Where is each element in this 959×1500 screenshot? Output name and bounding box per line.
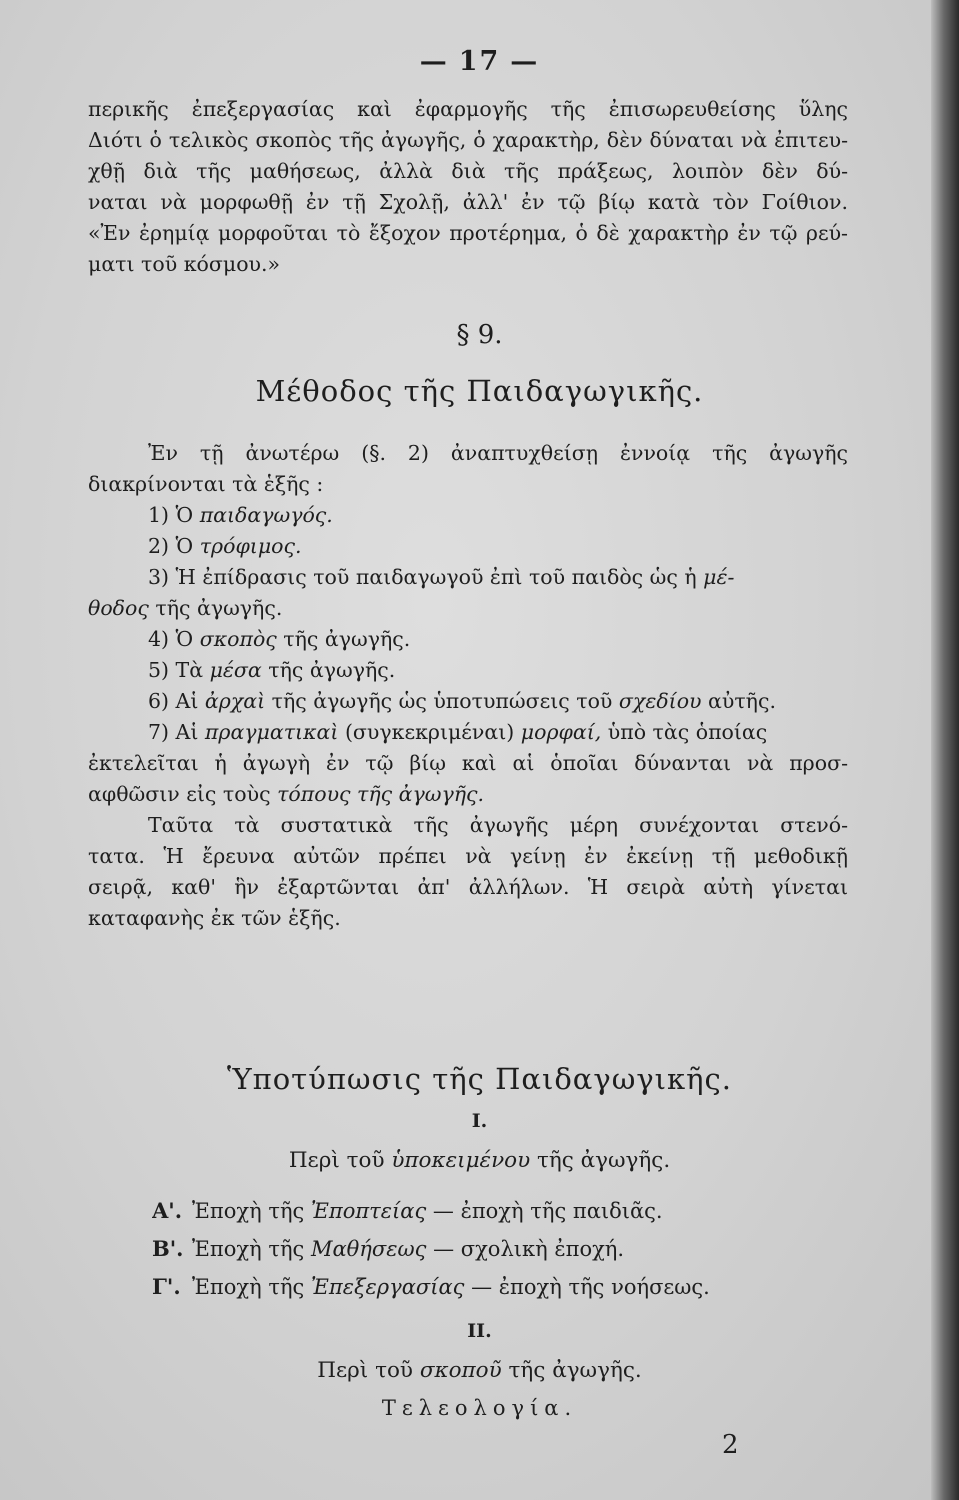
item-3-term-part1: μέ- bbox=[703, 565, 735, 589]
method-body bbox=[88, 438, 848, 934]
item-6-text: τῆς ἀγωγῆς ὡς ὑποτυπώσεις τοῦ bbox=[265, 689, 619, 713]
item-1-term: παιδαγωγός. bbox=[199, 503, 333, 527]
list-item-2 bbox=[88, 531, 848, 562]
bottom-line-3: σειρᾷ, καθ' ἣν ἐξαρτῶνται ἀπ' ἀλλήλων. Ἡ σειρὰ αὐτὴ γίνεται bbox=[88, 875, 848, 899]
item-7-text: (συγκεκριμέναι) bbox=[338, 720, 521, 744]
item-6-term: ἀρχαὶ bbox=[204, 689, 266, 713]
epoch-b-tail: — σχολικὴ ἐποχή. bbox=[426, 1237, 625, 1261]
intro-line-2: διακρίνονται τὰ ἑξῆς : bbox=[88, 472, 324, 496]
item-6-number: 6) Αἱ bbox=[148, 689, 205, 713]
top-line-4: ναται νὰ μορφωθῇ ἐν τῇ Σχολῇ, ἀλλ' ἐν τῷ βίῳ κατὰ τὸν Γοίθιον. bbox=[88, 190, 848, 214]
epoch-b-term: Μαθήσεως bbox=[310, 1237, 427, 1261]
list-item-7-line-2: ἐκτελεῖται ἡ ἀγωγὴ ἐν τῷ βίῳ καὶ αἱ ὁποῖαι δύνανται νὰ προσ- bbox=[88, 751, 848, 775]
part-2-title bbox=[0, 1358, 959, 1383]
item-4-tail: τῆς ἀγωγῆς. bbox=[276, 627, 411, 651]
part-1-numeral: I. bbox=[471, 1110, 488, 1132]
epoch-c-tail: — ἐποχὴ τῆς νοήσεως. bbox=[464, 1275, 710, 1299]
list-item-6 bbox=[88, 686, 848, 717]
item-2-number: 2) Ὁ bbox=[148, 534, 200, 558]
item-5-tail: τῆς ἀγωγῆς. bbox=[261, 658, 396, 682]
epoch-item-a bbox=[152, 1192, 832, 1230]
item-4-number: 4) Ὁ bbox=[148, 627, 200, 651]
item-6-tail: αὐτῆς. bbox=[701, 689, 776, 713]
page-header bbox=[0, 46, 959, 77]
item-5-number: 5) Τὰ bbox=[148, 658, 210, 682]
part-2-subtitle: Τελεολογία. bbox=[381, 1396, 578, 1420]
part-1-title-a: Περὶ τοῦ bbox=[288, 1148, 392, 1173]
part-1-title-term: ὑποκειμένου bbox=[391, 1148, 531, 1173]
list-item-4 bbox=[88, 624, 848, 655]
top-line-5: «Ἐν ἐρημίᾳ μορφοῦται τὸ ἔξοχον προτέρημα, ὁ δὲ χαρακτὴρ ἐν τῷ ρεύ- bbox=[88, 221, 848, 245]
epoch-c-term: Ἐπεξεργασίας bbox=[310, 1275, 465, 1299]
top-line-2: Διότι ὁ τελικὸς σκοπὸς τῆς ἀγωγῆς, ὁ χαρακτὴρ, δὲν δύναται νὰ ἐπιτευ- bbox=[88, 128, 848, 152]
item-3-tail: τῆς ἀγωγῆς. bbox=[148, 596, 283, 620]
item-7-number: 7) Αἱ bbox=[148, 720, 205, 744]
top-line-6: ματι τοῦ κόσμου.» bbox=[88, 252, 281, 276]
part-1-title bbox=[0, 1148, 959, 1173]
top-line-1: περικῆς ἐπεξεργασίας καὶ ἐφαρμογῆς τῆς ἐπισωρευθείσης ὕλης bbox=[88, 97, 848, 121]
bottom-line-2: τατα. Ἡ ἔρευνα αὐτῶν πρέπει νὰ γείνῃ ἐν ἐκείνῃ τῇ μεθοδικῇ bbox=[88, 844, 848, 868]
part-2-title-b: τῆς ἀγωγῆς. bbox=[501, 1358, 642, 1383]
top-line-3: χθῇ διὰ τῆς μαθήσεως, ἀλλὰ διὰ τῆς πράξεως, λοιπὸν δὲν δύ- bbox=[88, 159, 848, 183]
part-2-title-term: σκοποῦ bbox=[419, 1358, 502, 1383]
heading-outline: Ὑποτύπωσις τῆς Παιδαγωγικῆς. bbox=[227, 1062, 732, 1096]
list-item-7-line-3 bbox=[88, 779, 848, 810]
list-item-1 bbox=[88, 500, 848, 531]
list-item-3-cont bbox=[88, 593, 848, 624]
section-number: § 9. bbox=[456, 320, 503, 350]
epoch-b-letter: Β'. bbox=[152, 1236, 184, 1261]
epoch-a-text: Ἐποχὴ τῆς bbox=[192, 1199, 311, 1223]
item-5-term: μέσα bbox=[209, 658, 262, 682]
item-4-term: σκοπὸς bbox=[199, 627, 277, 651]
part-1-title-b: τῆς ἀγωγῆς. bbox=[530, 1148, 671, 1173]
epoch-a-letter: Α'. bbox=[152, 1198, 183, 1223]
item-7-term: πραγματικαὶ bbox=[204, 720, 339, 744]
epoch-a-tail: — ἐποχὴ τῆς παιδιᾶς. bbox=[426, 1199, 663, 1223]
item-7-line3-text: αφθῶσιν εἰς τοὺς bbox=[88, 782, 278, 806]
epoch-c-letter: Γ'. bbox=[152, 1274, 181, 1299]
item-7-tail: ὑπὸ τὰς ὁποίας bbox=[601, 720, 768, 744]
epoch-c-text: Ἐποχὴ τῆς bbox=[192, 1275, 311, 1299]
intro-line-1: Ἐν τῇ ἀνωτέρω (§. 2) ἀναπτυχθείσῃ ἐννοίᾳ τῆς ἀγωγῆς bbox=[148, 441, 848, 465]
bottom-line-1: Ταῦτα τὰ συστατικὰ τῆς ἀγωγῆς μέρη συνέχονται στενό- bbox=[148, 813, 848, 837]
header-dash-left: — bbox=[419, 46, 449, 77]
top-paragraph bbox=[88, 94, 848, 280]
item-2-term: τρόφιμος. bbox=[199, 534, 302, 558]
part-2-title-a: Περὶ τοῦ bbox=[317, 1358, 420, 1383]
list-item-3 bbox=[88, 562, 848, 593]
signature-mark: 2 bbox=[722, 1430, 739, 1460]
book-spine-shadow bbox=[931, 0, 959, 1500]
heading-method: Μέθοδος τῆς Παιδαγωγικῆς. bbox=[255, 374, 704, 408]
item-3-text: 3) Ἡ ἐπίδρασις τοῦ παιδαγωγοῦ ἐπὶ τοῦ παιδὸς ὡς ἡ bbox=[148, 565, 704, 589]
bottom-line-4: καταφανὴς ἐκ τῶν ἑξῆς. bbox=[88, 906, 341, 930]
item-7-line3-term: τόπους τῆς ἀγωγῆς. bbox=[277, 782, 484, 806]
part-2-numeral: II. bbox=[467, 1320, 492, 1342]
item-6-term2: σχεδίου bbox=[618, 689, 702, 713]
epoch-item-b bbox=[152, 1230, 832, 1268]
item-3-term-part2: θοδος bbox=[88, 596, 149, 620]
page-number: 17 bbox=[458, 46, 501, 77]
list-item-5 bbox=[88, 655, 848, 686]
epoch-list bbox=[152, 1192, 832, 1306]
header-dash-right: — bbox=[510, 46, 540, 77]
epoch-a-term: Ἐποπτείας bbox=[310, 1199, 427, 1223]
item-7-term2: μορφαί, bbox=[520, 720, 602, 744]
epoch-item-c bbox=[152, 1268, 832, 1306]
item-1-number: 1) Ὁ bbox=[148, 503, 200, 527]
list-item-7 bbox=[88, 717, 848, 748]
epoch-b-text: Ἐποχὴ τῆς bbox=[192, 1237, 311, 1261]
